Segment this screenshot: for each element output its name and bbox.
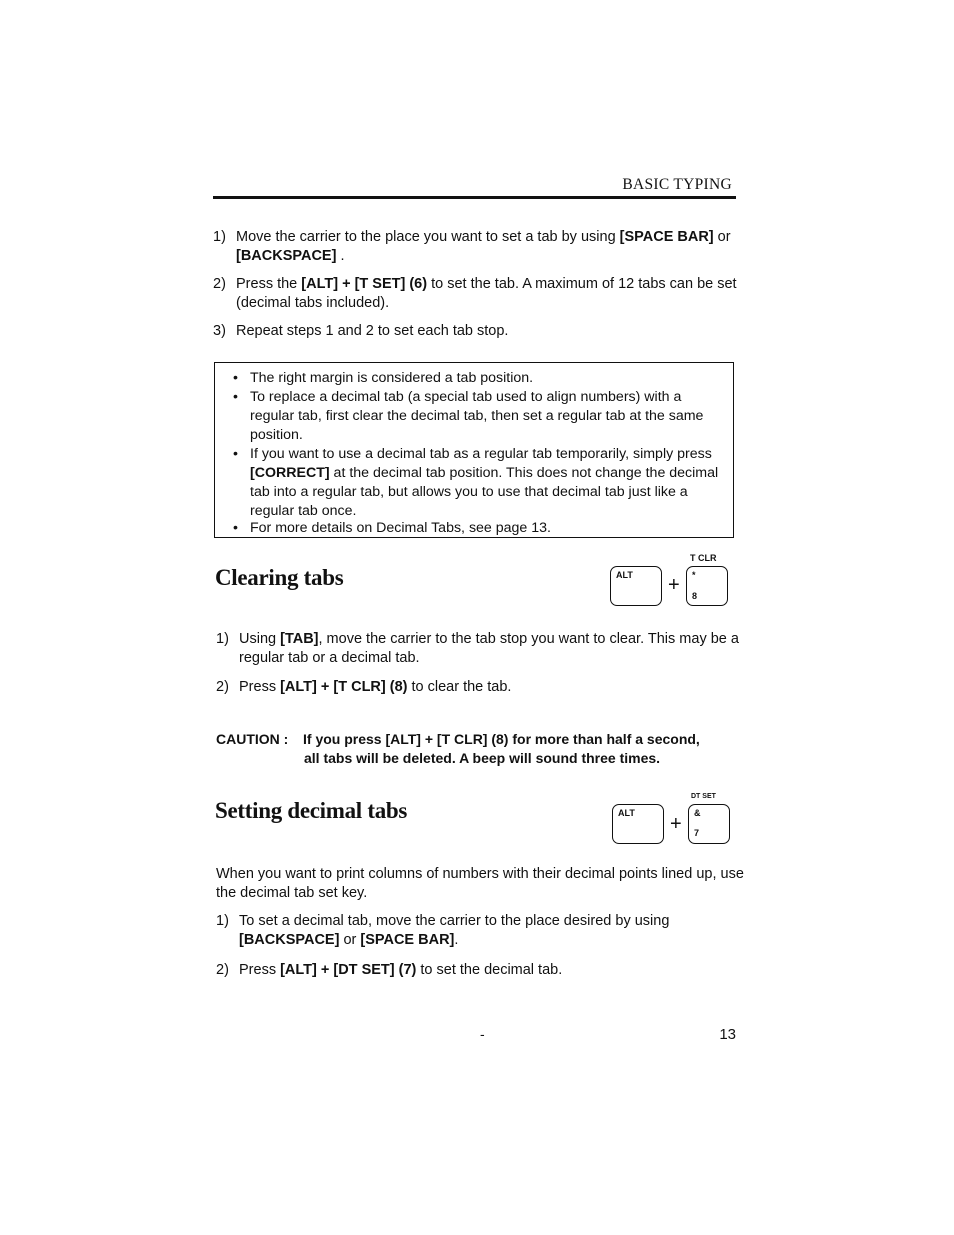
footer-dash: - <box>480 1026 485 1042</box>
caution-note <box>216 730 746 770</box>
alt-key-icon: ALT <box>610 566 662 606</box>
plus-symbol: + <box>668 574 680 596</box>
step-number: 2) <box>213 276 226 292</box>
step-number: 1) <box>216 913 229 929</box>
alt-t-clr-key-diagram <box>608 552 732 610</box>
alt-dt-set-key-diagram <box>610 792 734 850</box>
header-rule <box>213 196 736 199</box>
t-clr-key-icon: * 8 <box>686 566 728 606</box>
step-number: 2) <box>216 962 229 978</box>
decimal-intro: When you want to print columns of numbers with their decimal points lined up, use the decimal tab set key. <box>216 866 744 901</box>
key-caption: T CLR <box>690 553 717 563</box>
caution-text-line1: If you press [ALT] + [T CLR] (8) for more than half a second, <box>303 731 700 747</box>
step-text: Press [ALT] + [T CLR] (8) to clear the tab. <box>239 679 512 695</box>
clearing-tabs-title: Clearing tabs <box>215 565 344 590</box>
plus-symbol: + <box>670 813 682 835</box>
decimal-step-2 <box>216 961 746 981</box>
clearing-step-2 <box>216 678 744 698</box>
step-text: Press [ALT] + [DT SET] (7) to set the decimal tab. <box>239 962 563 978</box>
caution-text-line2: all tabs will be deleted. A beep will sound three times. <box>304 750 661 766</box>
step-text: Repeat steps 1 and 2 to set each tab stop. <box>236 323 509 339</box>
step-text: Move the carrier to the place you want to set a tab by using [SPACE BAR] or [BACKSPACE] . <box>236 229 731 264</box>
step-text: Using [TAB], move the carrier to the tab stop you want to clear. This may be a regular tab or a decimal tab. <box>239 631 739 666</box>
decimal-step-1 <box>216 912 746 952</box>
running-header: BASIC TYPING <box>622 176 732 193</box>
notes-box: • The right margin is considered a tab position. • To replace a decimal tab (a special tab used to align numbers) with a regular tab, first clear the decimal tab, then set a regular tab at the same position. • If you want to use a decimal tab as a regular tab temporarily, simply press [CORRECT] at the decimal tab position. This does not change the decimal tab into a regular tab, but allows you to use that decimal tab just like a regular tab once. • For more details on Decimal Tabs, see page 13. <box>214 362 734 538</box>
setting-step-1 <box>213 228 741 268</box>
caution-label: CAUTION : <box>216 731 289 747</box>
page-number: 13 <box>719 1026 736 1043</box>
step-number: 1) <box>213 229 226 245</box>
setting-step-2 <box>213 275 741 315</box>
alt-key-icon: ALT <box>612 804 664 844</box>
step-text: To set a decimal tab, move the carrier to the place desired by using [BACKSPACE] or [SPACE BAR]. <box>239 913 670 948</box>
step-text: Press the [ALT] + [T SET] (6) to set the tab. A maximum of 12 tabs can be set (decimal tabs included). <box>236 276 737 311</box>
step-number: 2) <box>216 679 229 695</box>
step-number: 3) <box>213 323 226 339</box>
dt-set-key-icon: & 7 <box>688 804 730 844</box>
setting-decimal-tabs-title: Setting decimal tabs <box>215 798 408 823</box>
setting-step-3 <box>213 322 741 342</box>
key-caption: DT SET <box>691 793 716 800</box>
clearing-step-1 <box>216 630 744 670</box>
step-number: 1) <box>216 631 229 647</box>
